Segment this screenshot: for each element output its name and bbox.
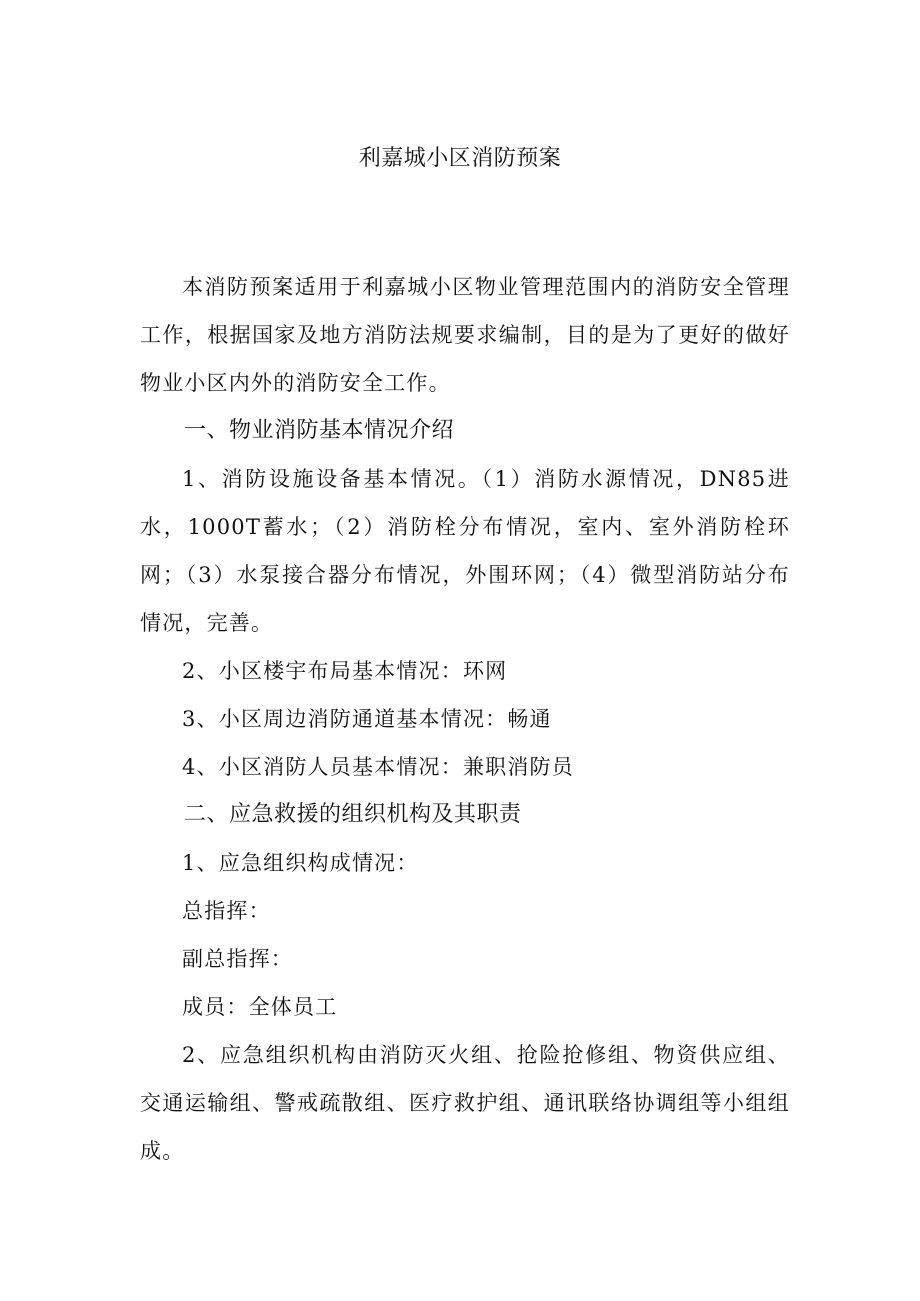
commander-line: 总指挥： [182, 899, 271, 923]
groups-paragraph: 2、应急组织机构由消防灭火组、抢险抢修组、物资供应组、交通运输组、警戒疏散组、医疗救护组、通讯联络协调组等小组组成。 [140, 1043, 790, 1163]
building-layout-paragraph: 2、小区楼宇布局基本情况：环网 [182, 659, 508, 683]
facilities-paragraph: 1、消防设施设备基本情况。（1）消防水源情况，DN85进水，1000T蓄水；（2）消防栓分布情况，室内、室外消防栓环网；（3）水泵接合器分布情况，外围环网；（4）微型消防站分布情况，完善。 [140, 467, 790, 635]
intro-paragraph: 本消防预案适用于利嘉城小区物业管理范围内的消防安全管理工作，根据国家及地方消防法规要求编制，目的是为了更好的做好物业小区内外的消防安全工作。 [140, 275, 790, 395]
members-line: 成员：全体员工 [182, 995, 338, 1019]
section-heading-1: 一、物业消防基本情况介绍 [184, 418, 455, 443]
org-structure-paragraph: 1、应急组织构成情况： [182, 851, 419, 875]
document-body [140, 263, 790, 1175]
fire-access-paragraph: 3、小区周边消防通道基本情况：畅通 [182, 707, 552, 731]
deputy-commander-line: 副总指挥： [182, 947, 293, 971]
fire-staff-paragraph: 4、小区消防人员基本情况：兼职消防员 [182, 755, 574, 779]
document-title: 利嘉城小区消防预案 [358, 146, 562, 171]
section-heading-2: 二、应急救援的组织机构及其职责 [184, 802, 522, 827]
